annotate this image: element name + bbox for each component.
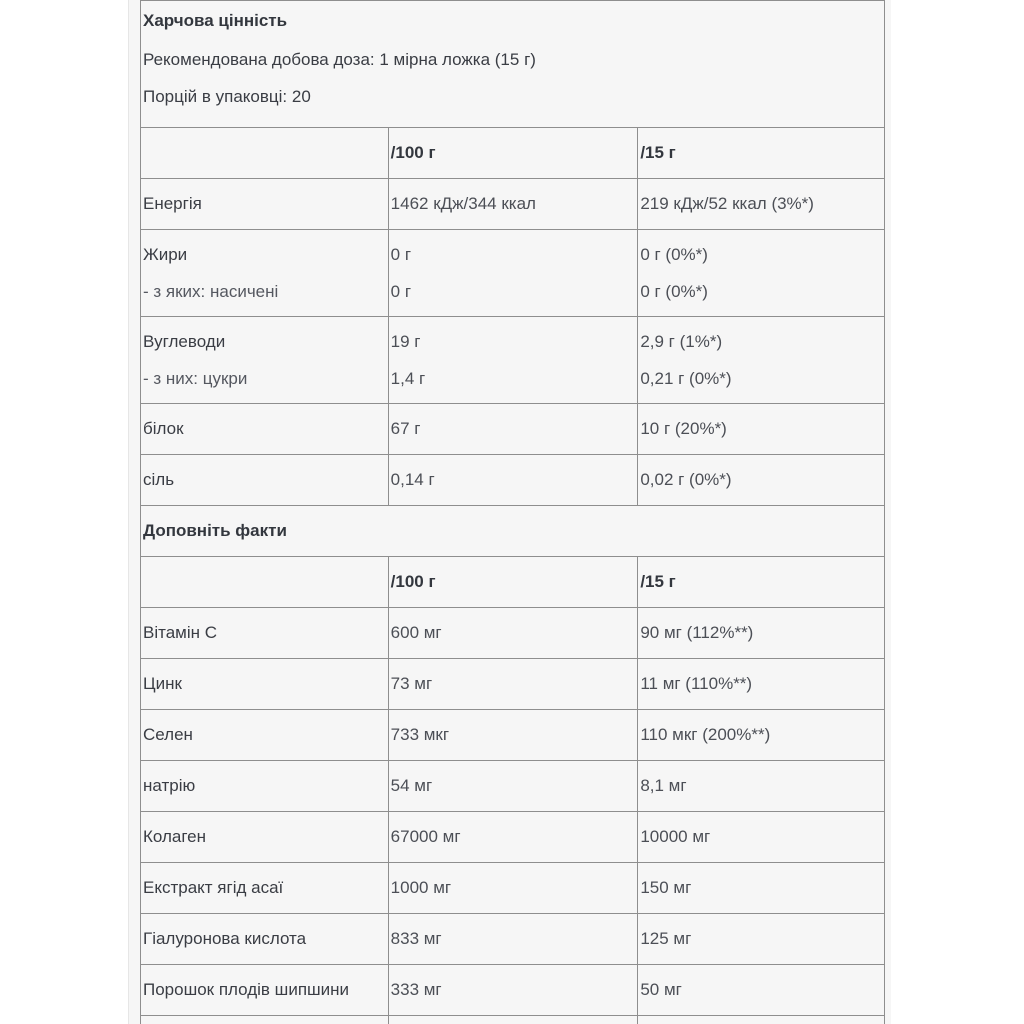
supplement-per15: 10000 мг: [638, 812, 885, 863]
supplement-name: Екстракт ягід асаї: [141, 863, 389, 914]
empty-cell: [141, 1016, 389, 1024]
nutrient-per15-cell: [638, 230, 885, 317]
table-row: [141, 608, 885, 659]
supplement-per100: 54 мг: [388, 761, 638, 812]
serving-value: 1 мірна ложка (15 г): [379, 50, 536, 69]
nutrient-name-cell: [141, 317, 389, 404]
nutrient-per15-cell: [638, 317, 885, 404]
table-row: [141, 455, 885, 506]
supplement-per100: 67000 мг: [388, 812, 638, 863]
nutrient-per15: 0,02 г (0%*): [638, 455, 885, 506]
info-header-row: [141, 1, 885, 128]
nutrient-per100: 1462 кДж/344 ккал: [388, 179, 638, 230]
supplement-per100: 73 мг: [388, 659, 638, 710]
column-header-per15: /15 г: [638, 557, 885, 608]
supplement-name: Гіалуронова кислота: [141, 914, 389, 965]
table-row: [141, 179, 885, 230]
table-row: [141, 812, 885, 863]
table-row: [141, 659, 885, 710]
nutrient-per100: 19 г: [390, 332, 421, 351]
nutrient-name: сіль: [141, 455, 389, 506]
supplement-per100: 733 мкг: [388, 710, 638, 761]
supplement-title: Доповніть факти: [141, 506, 885, 557]
supplement-per15: 110 мкг (200%**): [638, 710, 885, 761]
table-row: [141, 230, 885, 317]
column-header-per15: /15 г: [638, 128, 885, 179]
nutrient-sub-per15: 0,21 г (0%*): [640, 369, 732, 388]
nutrient-name: Енергія: [141, 179, 389, 230]
table-row-partial: [141, 1016, 885, 1024]
nutrient-per100: 67 г: [388, 404, 638, 455]
supplement-title-row: [141, 506, 885, 557]
supplement-per100: 333 мг: [388, 965, 638, 1016]
table-row: [141, 317, 885, 404]
serving-line: [143, 41, 882, 78]
nutrient-name: Жири: [143, 245, 188, 264]
empty-cell: [638, 1016, 885, 1024]
supplement-name: Колаген: [141, 812, 389, 863]
supplement-name: натрію: [141, 761, 389, 812]
table-title: Харчова цінність: [143, 11, 288, 30]
nutrient-name-cell: [141, 230, 389, 317]
column-header-per100: /100 г: [388, 557, 638, 608]
supplement-per15: 150 мг: [638, 863, 885, 914]
info-header-cell: [141, 1, 885, 128]
supplement-name: Вітамін С: [141, 608, 389, 659]
nutrition-table: [140, 0, 885, 1024]
supplement-per15: 125 мг: [638, 914, 885, 965]
table-row: [141, 965, 885, 1016]
supplement-name: Порошок плодів шипшини: [141, 965, 389, 1016]
supplement-per15: 8,1 мг: [638, 761, 885, 812]
column-header-per100: /100 г: [388, 128, 638, 179]
portions-line: [143, 78, 882, 115]
table-row: [141, 863, 885, 914]
nutrient-per100: 0,14 г: [388, 455, 638, 506]
table-row: [141, 761, 885, 812]
supplement-column-header-row: [141, 557, 885, 608]
nutrient-per15: 219 кДж/52 ккал (3%*): [638, 179, 885, 230]
nutrient-per15: 0 г (0%*): [640, 245, 708, 264]
nutrition-column-header-row: [141, 128, 885, 179]
supplement-per15: 50 мг: [638, 965, 885, 1016]
supplement-per100: 833 мг: [388, 914, 638, 965]
nutrient-sub-per100: 0 г: [390, 282, 412, 301]
table-row: [141, 914, 885, 965]
supplement-per15: 90 мг (112%**): [638, 608, 885, 659]
nutrient-subname: - з яких: насичені: [143, 282, 279, 301]
serving-label: Рекомендована добова доза:: [143, 50, 375, 69]
portions-label: Порцій в упаковці:: [143, 87, 288, 106]
portions-value: 20: [291, 87, 311, 106]
nutrient-subname: - з них: цукри: [143, 369, 248, 388]
supplement-per100: 1000 мг: [388, 863, 638, 914]
empty-cell: [388, 1016, 638, 1024]
nutrient-per100: 0 г: [390, 245, 412, 264]
nutrient-per15: 10 г (20%*): [638, 404, 885, 455]
nutrient-sub-per15: 0 г (0%*): [640, 282, 708, 301]
nutrient-per15: 2,9 г (1%*): [640, 332, 723, 351]
table-row: [141, 404, 885, 455]
supplement-per100: 600 мг: [388, 608, 638, 659]
nutrient-name: білок: [141, 404, 389, 455]
nutrient-sub-per100: 1,4 г: [390, 369, 426, 388]
nutrient-name: Вуглеводи: [143, 332, 226, 351]
nutrient-per100-cell: [388, 230, 638, 317]
supplement-per15: 11 мг (110%**): [638, 659, 885, 710]
column-header-empty: [141, 128, 389, 179]
supplement-name: Селен: [141, 710, 389, 761]
nutrient-per100-cell: [388, 317, 638, 404]
supplement-name: Цинк: [141, 659, 389, 710]
column-header-empty: [141, 557, 389, 608]
table-row: [141, 710, 885, 761]
